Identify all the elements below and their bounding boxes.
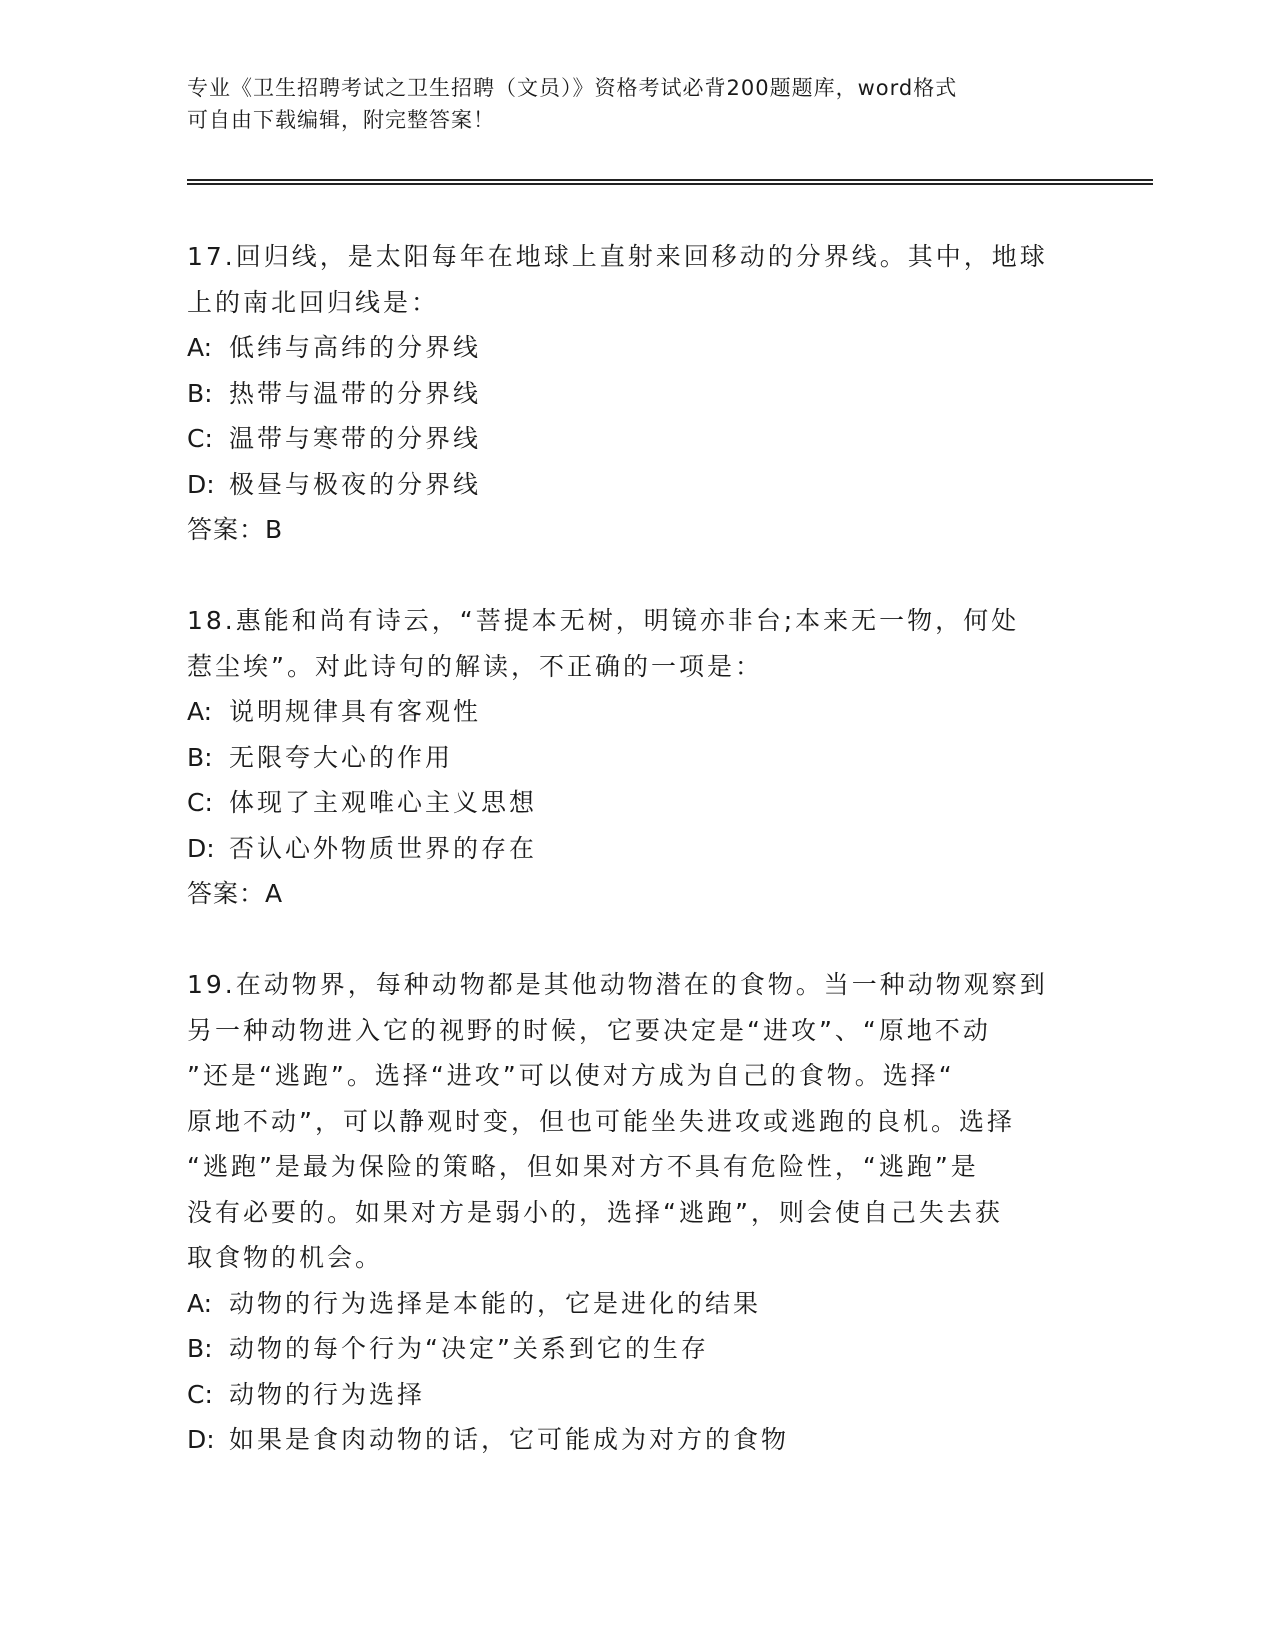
option-letter: D: [187, 1425, 215, 1454]
option-letter: D: [187, 833, 215, 863]
option-letter: B: [187, 1334, 213, 1363]
option-letter: A: [187, 333, 213, 362]
answer-text: 答案：B [187, 515, 284, 544]
question-text-line: 没有必要的。如果对方是弱小的，选择“逃跑”，则会使自己失去获 [187, 1197, 1003, 1227]
header-divider-bottom [187, 183, 1153, 185]
question-text-line: 另一种动物进入它的视野的时候，它要决定是“进攻”、“原地不动 [187, 1015, 991, 1045]
question-text-line: 19.在动物界，每种动物都是其他动物潜在的食物。当一种动物观察到 [187, 970, 1048, 999]
option-c [187, 780, 1087, 826]
question-text-line: 取食物的机会。 [187, 1243, 384, 1272]
option-text: 否认心外物质世界的存在 [229, 833, 538, 863]
option-letter: D: [187, 469, 215, 499]
option-text: 极昼与极夜的分界线 [229, 469, 482, 499]
question-19 [187, 962, 1087, 1463]
option-text: 动物的行为选择 [229, 1379, 426, 1409]
option-letter: C: [187, 788, 213, 817]
option-letter: B: [187, 378, 213, 408]
option-a [187, 325, 1087, 371]
option-letter: A: [187, 697, 213, 726]
option-text: 低纬与高纬的分界线 [229, 333, 482, 362]
option-c [187, 416, 1087, 462]
header-divider-top [187, 179, 1153, 181]
question-text-line: “逃跑”是最为保险的策略，但如果对方不具有危险性，“逃跑”是 [187, 1152, 979, 1181]
option-text: 温带与寒带的分界线 [229, 424, 482, 453]
question-18 [187, 598, 1087, 917]
answer-text: 答案：A [187, 879, 284, 908]
option-b [187, 735, 1087, 781]
option-letter: B: [187, 742, 213, 772]
document-header [187, 72, 1067, 136]
question-17 [187, 234, 1087, 553]
option-text: 动物的每个行为“决定”关系到它的生存 [229, 1334, 709, 1363]
option-text: 热带与温带的分界线 [229, 378, 482, 408]
option-text: 动物的行为选择是本能的，它是进化的结果 [229, 1288, 762, 1318]
question-text-line: ”还是“逃跑”。选择“进攻”可以使对方成为自己的食物。选择“ [187, 1061, 955, 1090]
option-a [187, 1281, 1087, 1327]
option-b [187, 371, 1087, 417]
question-text-line: 上的南北回归线是： [187, 287, 440, 317]
question-text-line: 原地不动”，可以静观时变，但也可能坐失进攻或逃跑的良机。选择 [187, 1106, 1015, 1136]
option-c [187, 1372, 1087, 1418]
option-letter: C: [187, 424, 213, 453]
option-a [187, 689, 1087, 735]
question-text-line: 17.回归线，是太阳每年在地球上直射来回移动的分界线。其中，地球 [187, 242, 1048, 271]
option-text: 说明规律具有客观性 [229, 697, 482, 726]
header-line-1: 专业《卫生招聘考试之卫生招聘（文员）》资格考试必背200题题库，word格式 [187, 76, 958, 100]
option-d [187, 826, 1087, 872]
option-d [187, 1417, 1087, 1463]
option-b [187, 1326, 1087, 1372]
question-text-line: 18.惠能和尚有诗云，“菩提本无树，明镜亦非台;本来无一物，何处 [187, 606, 1020, 635]
option-text: 体现了主观唯心主义思想 [229, 788, 538, 817]
option-letter: A: [187, 1288, 213, 1318]
option-d [187, 462, 1087, 508]
option-text: 如果是食肉动物的话，它可能成为对方的食物 [229, 1425, 790, 1454]
header-line-2: 可自由下载编辑，附完整答案！ [187, 108, 495, 132]
option-text: 无限夸大心的作用 [229, 742, 454, 772]
option-letter: C: [187, 1379, 213, 1409]
question-text-line: 惹尘埃”。对此诗句的解读，不正确的一项是： [187, 651, 763, 681]
